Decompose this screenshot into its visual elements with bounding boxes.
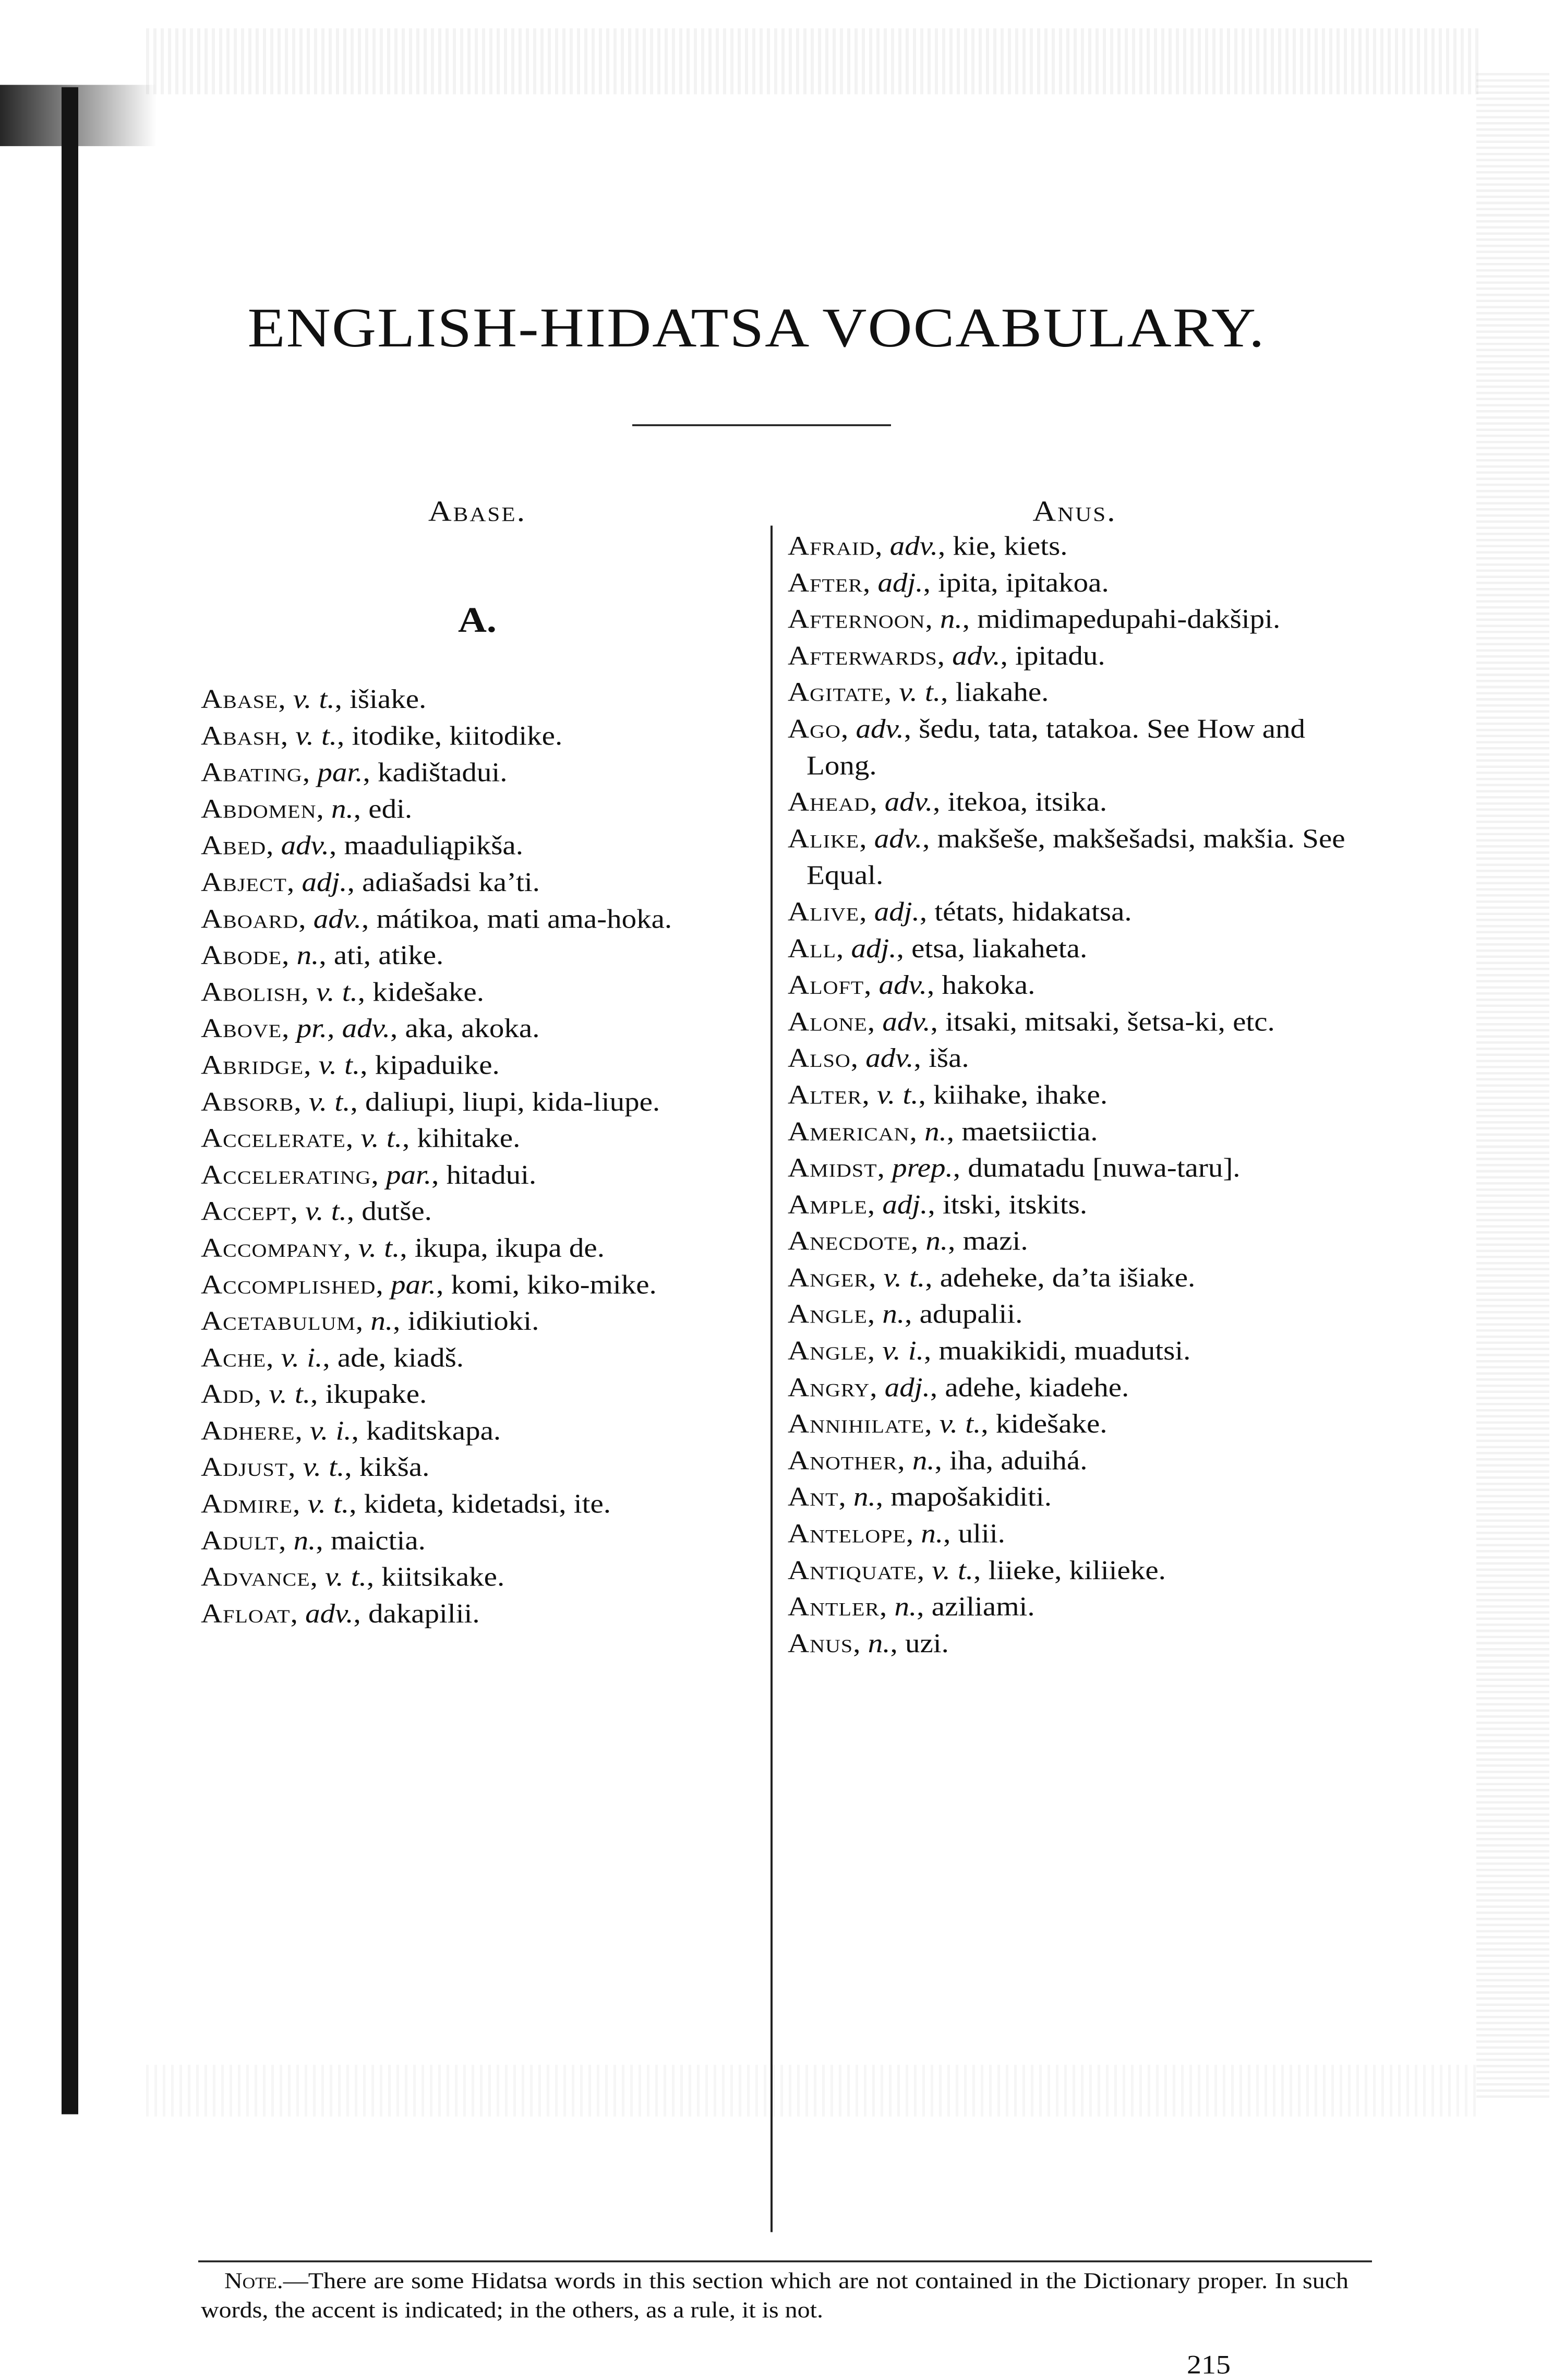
entry-headword: Adult: [201, 1525, 279, 1556]
entry-part-of-speech: adv.: [856, 714, 904, 744]
entry-part-of-speech: n.: [925, 1226, 948, 1256]
entry-part-of-speech: pr., adv.: [296, 1014, 390, 1043]
entry-translation: daliupi, liupi, kida-liupe.: [365, 1087, 660, 1117]
entry-part-of-speech: v. t.: [358, 1233, 400, 1263]
vocabulary-entry: Abridge, v. t., kipaduike.: [201, 1050, 500, 1080]
vocabulary-entry: Abash, v. t., itodike, kiitodike.: [201, 721, 563, 751]
entry-headword: Angle: [788, 1336, 868, 1366]
entry-part-of-speech: n.: [293, 1525, 316, 1556]
entry-part-of-speech: par.: [386, 1160, 432, 1190]
entry-translation: mátikoa, mati ama-hoka.: [376, 904, 672, 934]
entry-headword: Adjust: [201, 1452, 288, 1483]
letter-heading: A.: [458, 600, 497, 640]
entry-translation: liakahe.: [955, 677, 1049, 707]
entry-headword: Antelope: [788, 1519, 906, 1549]
vocabulary-entry: Above, pr., adv., aka, akoka.: [201, 1014, 540, 1043]
entry-headword: Antiquate: [788, 1555, 917, 1585]
vocabulary-entry: Angle, v. i., muakikidi, muadutsi.: [788, 1336, 1191, 1366]
vocabulary-entry: Agitate, v. t., liakahe.: [788, 677, 1049, 707]
entry-headword: Advance: [201, 1562, 310, 1592]
entry-headword: Ache: [201, 1343, 267, 1373]
entry-part-of-speech: adj.: [884, 1372, 930, 1402]
entry-part-of-speech: v. t.: [360, 1123, 402, 1153]
entry-translation: makšeše, makšešadsi, makšia. See Equal.: [806, 824, 1345, 891]
vocabulary-entry: Angry, adj., adehe, kiadehe.: [788, 1372, 1129, 1402]
vocabulary-entry: Abject, adj., adiašadsi ka’ti.: [201, 867, 540, 897]
vocabulary-entry: Ample, adj., itski, itskits.: [788, 1189, 1088, 1220]
entry-translation: midimapedupahi-dakšipi.: [977, 604, 1281, 634]
vocabulary-entry: Accompany, v. t., ikupa, ikupa de.: [201, 1233, 605, 1263]
entry-headword: Agitate: [788, 677, 884, 707]
vocabulary-entry: Acetabulum, n., idikiutioki.: [201, 1306, 539, 1336]
entry-headword: Antler: [788, 1592, 880, 1622]
entry-translation: edi.: [368, 794, 413, 824]
entry-translation: kaditskapa.: [366, 1416, 501, 1446]
vocabulary-entry: Accomplished, par., komi, kiko-mike.: [201, 1269, 657, 1300]
entry-part-of-speech: v. i.: [309, 1416, 352, 1446]
footnote-text: —There are some Hidatsa words in this section which are not contained in the Dictionary proper. In such words, the accent is indicated; in the others, as a rule, it is not.: [201, 2268, 1349, 2323]
entry-translation: uzi.: [905, 1628, 949, 1658]
entry-translation: dakapilii.: [368, 1598, 480, 1629]
entry-headword: Abash: [201, 721, 281, 751]
entry-translation: išiake.: [350, 684, 427, 714]
entry-part-of-speech: adv.: [313, 904, 362, 934]
entry-headword: Aloft: [788, 970, 864, 1000]
vocabulary-entry: Antelope, n., ulii.: [788, 1519, 1005, 1549]
entry-part-of-speech: n.: [296, 940, 319, 970]
entry-part-of-speech: v. t.: [316, 977, 358, 1007]
vocabulary-entry: Afterwards, adv., ipitadu.: [788, 641, 1105, 671]
entry-headword: Abdomen: [201, 794, 317, 824]
entry-headword: Accompany: [201, 1233, 344, 1263]
entry-headword: Alike: [788, 824, 860, 854]
footnote: [201, 2267, 1349, 2325]
entry-headword: Abed: [201, 831, 267, 861]
entry-part-of-speech: adv.: [882, 1006, 931, 1037]
entry-translation: adiašadsi ka’ti.: [362, 867, 540, 897]
vocabulary-entry: American, n., maetsiictia.: [788, 1116, 1098, 1147]
entry-part-of-speech: v. t.: [876, 1080, 919, 1110]
vocabulary-entry: Afloat, adv., dakapilii.: [201, 1598, 480, 1629]
entry-translation: ati, atike.: [333, 940, 444, 970]
entry-headword: After: [788, 568, 863, 598]
entry-headword: Another: [788, 1446, 898, 1476]
entry-translation: etsa, liakaheta.: [911, 933, 1088, 964]
entry-headword: Alter: [788, 1080, 862, 1110]
entry-headword: Accomplished: [201, 1269, 376, 1300]
entry-translation: adehe, kiadehe.: [945, 1372, 1129, 1402]
entry-translation: mapošakiditi.: [890, 1482, 1052, 1512]
entry-part-of-speech: n.: [912, 1446, 935, 1476]
vocabulary-entry: Ant, n., mapošakiditi.: [788, 1482, 1052, 1512]
entry-part-of-speech: v. t.: [883, 1263, 925, 1293]
entry-headword: Accelerating: [201, 1160, 371, 1190]
right-column: [788, 495, 1362, 1662]
entry-headword: Above: [201, 1014, 282, 1043]
entry-translation: hitadui.: [446, 1160, 537, 1190]
entry-headword: Abolish: [201, 977, 302, 1007]
entry-part-of-speech: v. t.: [899, 677, 941, 707]
left-column: [201, 495, 754, 1632]
entry-headword: Anecdote: [788, 1226, 911, 1256]
vocabulary-entry: Abdomen, n., edi.: [201, 794, 413, 824]
entry-list: [201, 681, 754, 1632]
entry-part-of-speech: adv.: [952, 641, 1001, 671]
entry-part-of-speech: n.: [853, 1482, 876, 1512]
vocabulary-entry: Adult, n., maictia.: [201, 1525, 426, 1556]
entry-headword: Abating: [201, 758, 303, 788]
vocabulary-entry: Ache, v. i., ade, kiadš.: [201, 1343, 464, 1373]
vocabulary-entry: Anus, n., uzi.: [788, 1628, 949, 1658]
column-divider: [771, 526, 773, 2232]
entry-headword: Alive: [788, 897, 860, 927]
entry-translation: liieke, kiliieke.: [988, 1555, 1166, 1585]
entry-part-of-speech: n.: [940, 604, 962, 634]
entry-headword: Afternoon: [788, 604, 925, 634]
vocabulary-entry: Ago, adv., šedu, tata, tatakoa. See How and Long.: [788, 714, 1306, 780]
entry-translation: itsaki, mitsaki, šetsa-ki, etc.: [945, 1006, 1275, 1037]
vocabulary-entry: Aloft, adv., hakoka.: [788, 970, 1036, 1000]
entry-part-of-speech: adv.: [874, 824, 923, 854]
vocabulary-entry: Angle, n., adupalii.: [788, 1299, 1023, 1329]
vocabulary-entry: Alike, adv., makšeše, makšešadsi, makšia. See Equal.: [788, 824, 1345, 891]
entry-part-of-speech: v. t.: [269, 1379, 311, 1410]
entry-translation: kihitake.: [417, 1123, 521, 1153]
entry-part-of-speech: n.: [894, 1592, 917, 1622]
column-running-head: Anus.: [1032, 495, 1117, 528]
entry-translation: itski, itskits.: [942, 1189, 1088, 1220]
entry-headword: Afraid: [788, 531, 875, 561]
entry-headword: Ago: [788, 714, 841, 744]
entry-part-of-speech: v. t.: [939, 1409, 981, 1439]
entry-translation: idikiutioki.: [407, 1306, 539, 1336]
entry-part-of-speech: adv.: [305, 1598, 354, 1629]
vocabulary-entry: Accelerating, par., hitadui.: [201, 1160, 537, 1190]
vocabulary-entry: Annihilate, v. t., kidešake.: [788, 1409, 1107, 1439]
entry-part-of-speech: n.: [882, 1299, 905, 1329]
entry-part-of-speech: v. i.: [882, 1336, 924, 1366]
entry-headword: Adhere: [201, 1416, 295, 1446]
binding-edge: [62, 87, 78, 2114]
entry-translation: dumatadu [nuwa-taru].: [968, 1153, 1241, 1183]
entry-headword: Abase: [201, 684, 279, 714]
binding-shadow: [0, 85, 156, 146]
entry-translation: aka, akoka.: [405, 1014, 540, 1043]
entry-headword: All: [788, 933, 837, 964]
entry-headword: Accelerate: [201, 1123, 346, 1153]
entry-translation: maictia.: [330, 1525, 426, 1556]
vocabulary-entry: Aboard, adv., mátikoa, mati ama-hoka.: [201, 904, 672, 934]
vocabulary-entry: Absorb, v. t., daliupi, liupi, kida-liupe.: [201, 1087, 660, 1117]
vocabulary-entry: Alter, v. t., kiihake, ihake.: [788, 1080, 1108, 1110]
entry-translation: kidešake.: [372, 977, 484, 1007]
entry-translation: muakikidi, muadutsi.: [938, 1336, 1191, 1366]
entry-headword: Admire: [201, 1489, 293, 1519]
entry-part-of-speech: adj.: [851, 933, 897, 964]
entry-part-of-speech: v. t.: [318, 1050, 360, 1080]
vocabulary-entry: Accelerate, v. t., kihitake.: [201, 1123, 521, 1153]
entry-part-of-speech: v. t.: [293, 684, 335, 714]
page-edge-texture: [1476, 71, 1549, 2098]
vocabulary-entry: Anger, v. t., adeheke, da’ta išiake.: [788, 1263, 1196, 1293]
entry-headword: Ahead: [788, 787, 870, 818]
entry-translation: ade, kiadš.: [337, 1343, 464, 1373]
entry-translation: kikša.: [359, 1452, 430, 1483]
entry-translation: kie, kiets.: [953, 531, 1068, 561]
entry-part-of-speech: v. t.: [325, 1562, 367, 1592]
entry-part-of-speech: adv.: [865, 1043, 914, 1073]
entry-translation: adeheke, da’ta išiake.: [940, 1263, 1196, 1293]
entry-translation: aziliami.: [931, 1592, 1035, 1622]
vocabulary-entry: Advance, v. t., kiitsikake.: [201, 1562, 505, 1592]
entry-headword: Add: [201, 1379, 254, 1410]
vocabulary-entry: Admire, v. t., kideta, kidetadsi, ite.: [201, 1489, 611, 1519]
entry-translation: ikupa, ikupa de.: [414, 1233, 605, 1263]
entry-part-of-speech: n.: [331, 794, 354, 824]
entry-part-of-speech: v. t.: [932, 1555, 974, 1585]
entry-translation: maaduliąpikša.: [344, 831, 523, 861]
vocabulary-entry: Adhere, v. i., kaditskapa.: [201, 1416, 501, 1446]
entry-translation: iha, aduihá.: [949, 1446, 1088, 1476]
title-rule: [632, 424, 891, 426]
entry-headword: Anger: [788, 1263, 869, 1293]
entry-headword: Acetabulum: [201, 1306, 356, 1336]
entry-part-of-speech: adj.: [877, 568, 923, 598]
entry-translation: kidešake.: [995, 1409, 1107, 1439]
entry-translation: itodike, kiitodike.: [352, 721, 563, 751]
entry-headword: Aboard: [201, 904, 299, 934]
entry-part-of-speech: v. t.: [305, 1196, 347, 1227]
entry-translation: kipaduike.: [375, 1050, 500, 1080]
entry-list: [788, 528, 1362, 1662]
entry-translation: itekoa, itsika.: [947, 787, 1107, 818]
vocabulary-entry: Abase, v. t., išiake.: [201, 684, 427, 714]
entry-part-of-speech: par.: [390, 1269, 437, 1300]
entry-translation: kadištadui.: [377, 758, 508, 788]
entry-translation: ipita, ipitakoa.: [938, 568, 1109, 598]
entry-part-of-speech: v. t.: [308, 1087, 351, 1117]
vocabulary-entry: Also, adv., iša.: [788, 1043, 969, 1073]
entry-translation: kiitsikake.: [381, 1562, 505, 1592]
entry-headword: Also: [788, 1043, 851, 1073]
entry-part-of-speech: v. t.: [295, 721, 338, 751]
entry-headword: Abridge: [201, 1050, 304, 1080]
vocabulary-entry: Afternoon, n., midimapedupahi-dakšipi.: [788, 604, 1281, 634]
entry-headword: Amidst: [788, 1153, 877, 1183]
entry-translation: šedu, tata, tatakoa. See How and Long.: [806, 714, 1306, 780]
page-number: 215: [1187, 2350, 1231, 2380]
entry-headword: Anus: [788, 1628, 853, 1658]
entry-headword: Ample: [788, 1189, 868, 1220]
entry-headword: Alone: [788, 1006, 868, 1037]
entry-part-of-speech: adj.: [302, 867, 347, 897]
vocabulary-entry: Anecdote, n., mazi.: [788, 1226, 1028, 1256]
entry-headword: Annihilate: [788, 1409, 925, 1439]
entry-part-of-speech: par.: [317, 758, 363, 788]
vocabulary-entry: Afraid, adv., kie, kiets.: [788, 531, 1068, 561]
entry-headword: American: [788, 1116, 910, 1147]
entry-translation: iša.: [929, 1043, 969, 1073]
vocabulary-entry: Amidst, prep., dumatadu [nuwa-taru].: [788, 1153, 1241, 1183]
entry-part-of-speech: adj.: [882, 1189, 928, 1220]
entry-translation: tétats, hidakatsa.: [934, 897, 1132, 927]
entry-headword: Angle: [788, 1299, 868, 1329]
entry-headword: Afloat: [201, 1598, 291, 1629]
vocabulary-entry: Abode, n., ati, atike.: [201, 940, 444, 970]
entry-translation: ulii.: [958, 1519, 1005, 1549]
vocabulary-entry: Adjust, v. t., kikša.: [201, 1452, 430, 1483]
entry-headword: Abject: [201, 867, 287, 897]
footnote-rule: [198, 2261, 1372, 2263]
vocabulary-entry: All, adj., etsa, liakaheta.: [788, 933, 1088, 964]
entry-headword: Abode: [201, 940, 282, 970]
vocabulary-entry: Abolish, v. t., kidešake.: [201, 977, 484, 1007]
entry-headword: Accept: [201, 1196, 291, 1227]
footnote-label: Note.: [224, 2268, 283, 2294]
entry-headword: Absorb: [201, 1087, 294, 1117]
entry-translation: ikupake.: [325, 1379, 427, 1410]
vocabulary-entry: Ahead, adv., itekoa, itsika.: [788, 787, 1107, 818]
vocabulary-entry: Antler, n., aziliami.: [788, 1592, 1035, 1622]
entry-part-of-speech: v. t.: [303, 1452, 345, 1483]
page-edge-texture: [146, 28, 1482, 94]
entry-translation: ipitadu.: [1015, 641, 1105, 671]
page-title: ENGLISH-HIDATSA VOCABULARY.: [247, 297, 1266, 359]
entry-part-of-speech: n.: [868, 1628, 890, 1658]
entry-translation: kiihake, ihake.: [933, 1080, 1108, 1110]
entry-part-of-speech: v. t.: [307, 1489, 350, 1519]
entry-part-of-speech: adv.: [878, 970, 927, 1000]
entry-translation: dutše.: [362, 1196, 432, 1227]
vocabulary-entry: Alive, adj., tétats, hidakatsa.: [788, 897, 1132, 927]
entry-part-of-speech: n.: [921, 1519, 944, 1549]
column-running-head: Abase.: [428, 495, 527, 528]
page-edge-texture: [146, 2065, 1482, 2117]
entry-part-of-speech: adj.: [874, 897, 920, 927]
entry-headword: Afterwards: [788, 641, 937, 671]
entry-part-of-speech: v. i.: [281, 1343, 323, 1373]
vocabulary-entry: Abed, adv., maaduliąpikša.: [201, 831, 523, 861]
entry-translation: hakoka.: [942, 970, 1036, 1000]
entry-part-of-speech: prep.: [892, 1153, 953, 1183]
entry-translation: komi, kiko-mike.: [451, 1269, 657, 1300]
entry-translation: maetsiictia.: [961, 1116, 1098, 1147]
vocabulary-entry: Another, n., iha, aduihá.: [788, 1446, 1088, 1476]
vocabulary-entry: After, adj., ipita, ipitakoa.: [788, 568, 1109, 598]
vocabulary-entry: Antiquate, v. t., liieke, kiliieke.: [788, 1555, 1166, 1585]
entry-part-of-speech: n.: [924, 1116, 947, 1147]
entry-translation: adupalii.: [919, 1299, 1023, 1329]
entry-headword: Angry: [788, 1372, 870, 1402]
vocabulary-entry: Alone, adv., itsaki, mitsaki, šetsa-ki, etc.: [788, 1006, 1275, 1037]
entry-part-of-speech: n.: [370, 1306, 393, 1336]
vocabulary-entry: Abating, par., kadištadui.: [201, 758, 508, 788]
entry-part-of-speech: adv.: [884, 787, 933, 818]
vocabulary-entry: Add, v. t., ikupake.: [201, 1379, 427, 1410]
vocabulary-entry: Accept, v. t., dutše.: [201, 1196, 432, 1227]
entry-translation: mazi.: [962, 1226, 1028, 1256]
entry-part-of-speech: adv.: [889, 531, 938, 561]
entry-headword: Ant: [788, 1482, 839, 1512]
entry-part-of-speech: adv.: [281, 831, 329, 861]
entry-translation: kideta, kidetadsi, ite.: [364, 1489, 611, 1519]
